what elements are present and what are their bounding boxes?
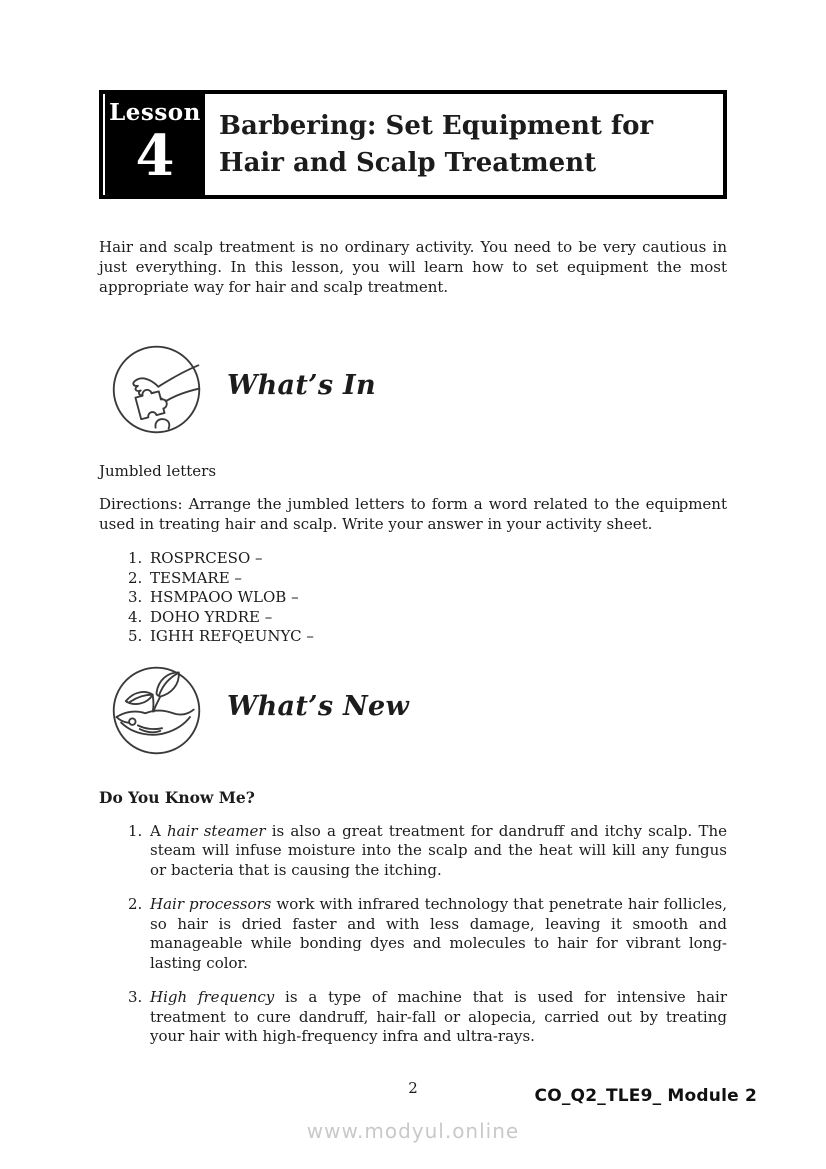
term-italic: Hair processors bbox=[150, 895, 272, 913]
jumbled-letters-list bbox=[128, 549, 727, 647]
know-me-item bbox=[99, 822, 727, 881]
lesson-number: 4 bbox=[135, 123, 175, 189]
know-me-text bbox=[150, 895, 727, 973]
lesson-label: Lesson bbox=[109, 99, 201, 126]
jumbled-word: IGHH REFQEUNYC – bbox=[150, 627, 314, 645]
intro-paragraph: Hair and scalp treatment is no ordinary activity. You need to be very cautious in just everything. In this lesson, you will learn how to set equipment the most appropriate way for hair and scalp treatment. bbox=[99, 238, 727, 296]
whats-new-section-header bbox=[99, 664, 727, 757]
text-lead: A bbox=[150, 821, 167, 840]
jumbled-word: HSMPAOO WLOB – bbox=[150, 588, 299, 606]
list-number: 2. bbox=[128, 895, 143, 913]
module-code: CO_Q2_TLE9_ Module 2 bbox=[534, 1086, 757, 1106]
hand-holding-sprout-icon bbox=[110, 664, 203, 757]
lesson-title-line1: Barbering: Set Equipment for bbox=[219, 110, 654, 141]
text-rest: is a type of machine that is used for intensive hair treatment to cure dandruff, hair-fall or alopecia, carried out by treating your hair with high-frequency infra and ultra-rays. bbox=[150, 988, 727, 1045]
directions-text: Directions: Arrange the jumbled letters to form a word related to the equipment used in treating hair and scalp. Write your answer in your activity sheet. bbox=[99, 495, 727, 533]
activity-label: Jumbled letters bbox=[99, 462, 217, 480]
whats-new-heading: What’s New bbox=[227, 690, 410, 722]
list-number: 2. bbox=[128, 568, 143, 587]
text-rest: is also a great treatment for dandruff and itchy scalp. The steam will infuse moisture into the scalp and the heat will kill any fungus or bacteria that is causing the itching. bbox=[150, 821, 727, 879]
list-number: 3. bbox=[128, 988, 143, 1006]
hand-puzzle-piece-icon bbox=[110, 343, 203, 436]
lesson-number-tab bbox=[105, 94, 205, 195]
jumbled-word: ROSPRCESO – bbox=[150, 549, 263, 567]
know-me-item bbox=[99, 895, 727, 973]
know-me-list bbox=[99, 822, 727, 1047]
jumbled-item bbox=[128, 569, 727, 589]
whats-in-section-header bbox=[99, 343, 727, 436]
list-number: 3. bbox=[128, 588, 143, 606]
lesson-header bbox=[99, 90, 727, 199]
lesson-title bbox=[205, 94, 723, 195]
list-number: 4. bbox=[128, 607, 143, 626]
jumbled-item bbox=[128, 627, 727, 647]
list-number: 5. bbox=[128, 627, 143, 645]
jumbled-item bbox=[128, 588, 727, 608]
page-number: 2 bbox=[408, 1079, 418, 1097]
list-number: 1. bbox=[128, 549, 143, 567]
term-italic: High frequency bbox=[150, 988, 275, 1006]
whats-in-heading: What’s In bbox=[227, 370, 376, 401]
know-me-text bbox=[150, 822, 727, 881]
know-me-text bbox=[150, 988, 727, 1047]
text-rest: work with infrared technology that penetrate hair follicles, so hair is dried faster and with less damage, leaving it smooth and manageable while bonding dyes and molecules to hair for vibrant long-lasting color. bbox=[150, 895, 727, 972]
lesson-title-line2: Hair and Scalp Treatment bbox=[219, 147, 597, 178]
list-number: 1. bbox=[128, 821, 143, 840]
know-me-item bbox=[99, 988, 727, 1047]
jumbled-word: TESMARE – bbox=[150, 568, 242, 587]
jumbled-item bbox=[128, 549, 727, 569]
jumbled-item bbox=[128, 608, 727, 628]
do-you-know-me-heading: Do You Know Me? bbox=[99, 787, 255, 807]
term-italic: hair steamer bbox=[167, 821, 266, 840]
jumbled-word: DOHO YRDRE – bbox=[150, 607, 273, 626]
watermark: www.modyul.online bbox=[306, 1119, 520, 1143]
